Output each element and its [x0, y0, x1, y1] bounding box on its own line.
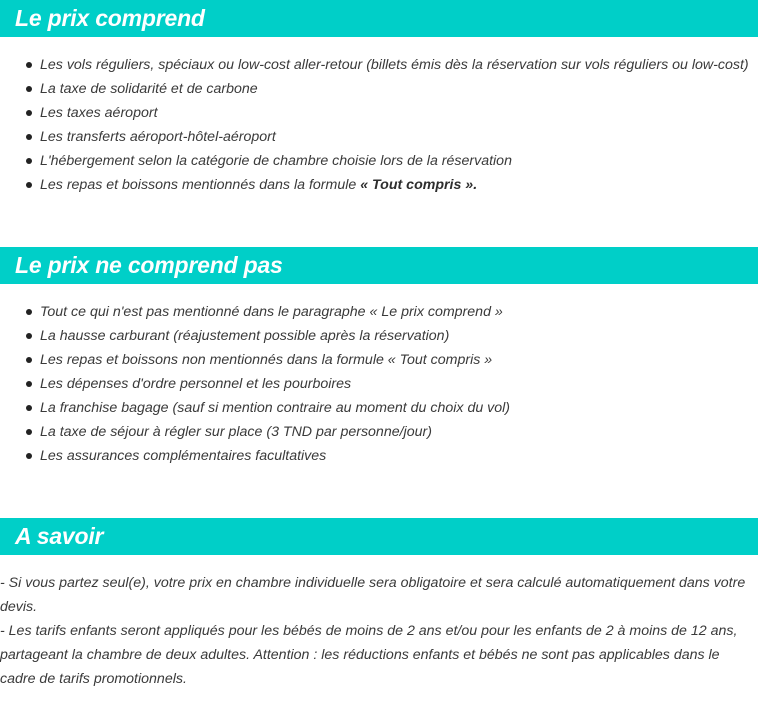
list-item	[0, 444, 510, 468]
info-paragraph: - Les tarifs enfants seront appliqués pour les bébés de moins de 2 ans et/ou pour les enfants de 2 à moins de 12 ans, partageant la chambre de deux adultes. Attention : les réductions enfants et bébés ne sont pas applicables dans le cadre de tarifs promotionnels.	[0, 623, 738, 687]
bullet-icon	[26, 357, 32, 363]
list-item	[0, 149, 749, 173]
included-section-title: Le prix comprend	[15, 5, 205, 31]
list-item	[0, 125, 749, 149]
excluded-section-title: Le prix ne comprend pas	[15, 252, 283, 278]
list-item-text: La hausse carburant (réajustement possible après la réservation)	[40, 328, 450, 344]
list-item	[0, 348, 510, 372]
list-item-text: La franchise bagage (sauf si mention contraire au moment du choix du vol)	[40, 400, 511, 416]
list-item	[0, 101, 749, 125]
list-item-text: Les repas et boissons mentionnés dans la formule	[40, 177, 361, 193]
list-item	[0, 173, 749, 197]
list-item-text: Les repas et boissons non mentionnés dans la formule « Tout compris »	[40, 352, 493, 368]
bullet-icon	[26, 134, 32, 140]
bullet-icon	[26, 158, 32, 164]
list-item-bold-text: « Tout compris ».	[360, 177, 478, 193]
included-list	[0, 53, 749, 197]
bullet-icon	[26, 429, 32, 435]
bullet-icon	[26, 453, 32, 459]
list-item	[0, 324, 510, 348]
info-section-title: A savoir	[15, 523, 104, 549]
list-item	[0, 372, 510, 396]
list-item-text: Les taxes aéroport	[40, 105, 158, 121]
bullet-icon	[26, 381, 32, 387]
list-item	[0, 53, 749, 77]
list-item	[0, 300, 510, 324]
list-item-text: Tout ce qui n'est pas mentionné dans le paragraphe « Le prix comprend »	[40, 304, 503, 320]
list-item-text: Les vols réguliers, spéciaux ou low-cost aller-retour (billets émis dès la réservation sur vols réguliers ou low-cost)	[40, 57, 749, 73]
list-item-text: L'hébergement selon la catégorie de chambre choisie lors de la réservation	[40, 153, 512, 169]
list-item	[0, 77, 749, 101]
bullet-icon	[26, 62, 32, 68]
list-item-text: Les assurances complémentaires facultatives	[40, 448, 327, 464]
excluded-section-header	[0, 247, 758, 284]
list-item-text: Les transferts aéroport-hôtel-aéroport	[40, 129, 276, 145]
list-item	[0, 420, 510, 444]
excluded-list	[0, 300, 510, 468]
list-item	[0, 396, 510, 420]
info-section-header	[0, 518, 758, 555]
bullet-icon	[26, 309, 32, 315]
info-text	[0, 571, 758, 691]
list-item-text: Les dépenses d'ordre personnel et les pourboires	[40, 376, 352, 392]
bullet-icon	[26, 405, 32, 411]
info-paragraph: - Si vous partez seul(e), votre prix en chambre individuelle sera obligatoire et sera calculé automatiquement dans votre devis.	[0, 575, 746, 615]
bullet-icon	[26, 86, 32, 92]
list-item-text: La taxe de solidarité et de carbone	[40, 81, 258, 97]
list-item-text: La taxe de séjour à régler sur place (3 TND par personne/jour)	[40, 424, 432, 440]
bullet-icon	[26, 333, 32, 339]
included-section-header	[0, 0, 758, 37]
bullet-icon	[26, 182, 32, 188]
bullet-icon	[26, 110, 32, 116]
